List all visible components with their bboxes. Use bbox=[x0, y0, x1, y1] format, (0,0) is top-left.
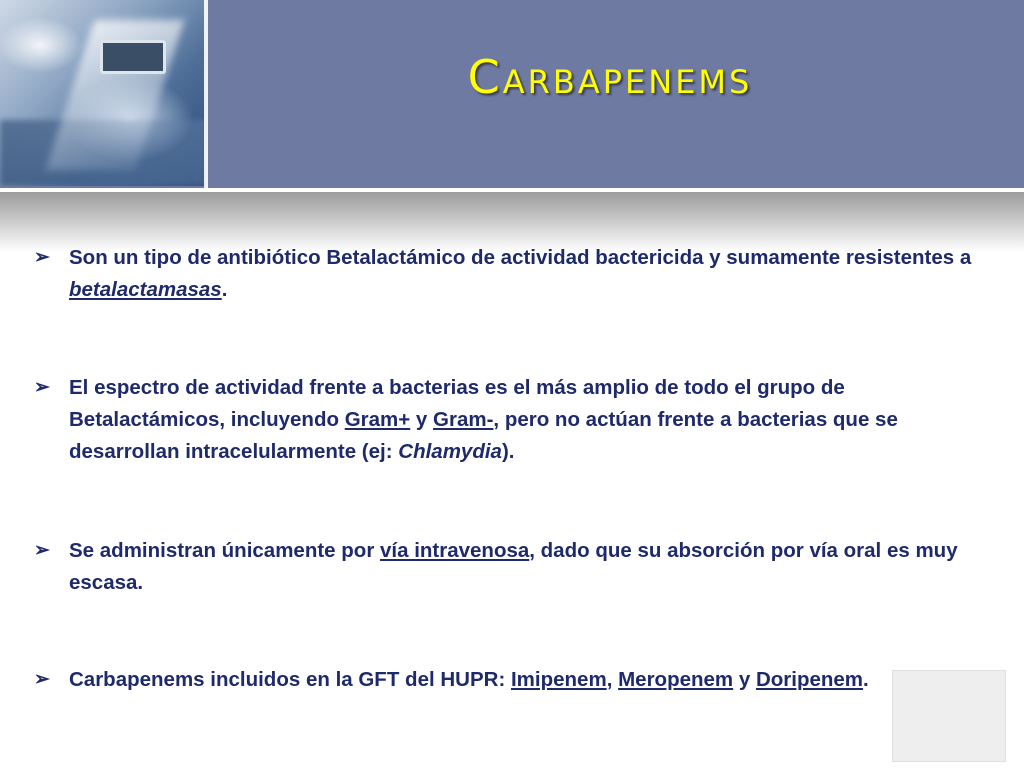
bullet-text-part: y bbox=[410, 408, 434, 431]
arrow-bullet-icon: ➢ bbox=[34, 377, 50, 398]
slide-title: Carbapenems bbox=[467, 50, 753, 104]
bullet-text-part: , dado que su absorción por vía oral es muy escasa. bbox=[69, 539, 958, 594]
bullet-text-part: . bbox=[221, 278, 228, 301]
photo-monitor bbox=[100, 40, 166, 74]
bullet-italic-term: Chlamydia bbox=[398, 440, 502, 463]
link-doripenem[interactable]: Doripenem bbox=[755, 668, 864, 691]
link-gram-negative[interactable]: Gram- bbox=[433, 408, 494, 431]
bullet-text-part: El espectro de actividad frente a bacterias es el más amplio de todo el grupo de Betalactámicos, incluyendo bbox=[69, 376, 845, 431]
bullet-text-part: Son un tipo de antibiótico Betalactámico de actividad bactericida y sumamente resistentes a bbox=[69, 246, 972, 269]
link-betalactamasas[interactable]: betalactamasas bbox=[69, 278, 222, 301]
arrow-bullet-icon: ➢ bbox=[34, 247, 50, 268]
bullet-item-1 bbox=[34, 242, 1004, 306]
bullet-text-part: y bbox=[733, 668, 756, 691]
bullet-text-part: ). bbox=[501, 440, 515, 463]
arrow-bullet-icon: ➢ bbox=[34, 540, 50, 561]
bullet-text-part: , bbox=[606, 668, 619, 691]
link-meropenem[interactable]: Meropenem bbox=[618, 668, 734, 691]
bullet-text bbox=[69, 372, 1004, 468]
bullet-text bbox=[69, 242, 1004, 306]
bullet-text-part: Se administran únicamente por bbox=[69, 539, 380, 562]
link-imipenem[interactable]: Imipenem bbox=[510, 668, 607, 691]
corner-decoration bbox=[892, 670, 1006, 762]
bullet-item-4 bbox=[34, 664, 1004, 696]
bullet-text-part: Carbapenems incluidos en la GFT del HUPR: bbox=[69, 668, 511, 691]
bullet-text-part: . bbox=[863, 668, 869, 691]
bullet-item-3 bbox=[34, 535, 1004, 599]
link-gram-positive[interactable]: Gram+ bbox=[344, 408, 411, 431]
bullet-text-part: , pero no actúan frente a bacterias que se desarrollan intracelularmente (ej: bbox=[69, 408, 898, 463]
arrow-bullet-icon: ➢ bbox=[34, 669, 50, 690]
header-photo bbox=[0, 0, 206, 186]
bullet-item-2 bbox=[34, 372, 1004, 468]
bullet-text bbox=[69, 664, 1004, 696]
link-via-intravenosa[interactable]: vía intravenosa bbox=[380, 539, 530, 562]
bullet-text bbox=[69, 535, 1004, 599]
photo-divider bbox=[204, 0, 208, 188]
